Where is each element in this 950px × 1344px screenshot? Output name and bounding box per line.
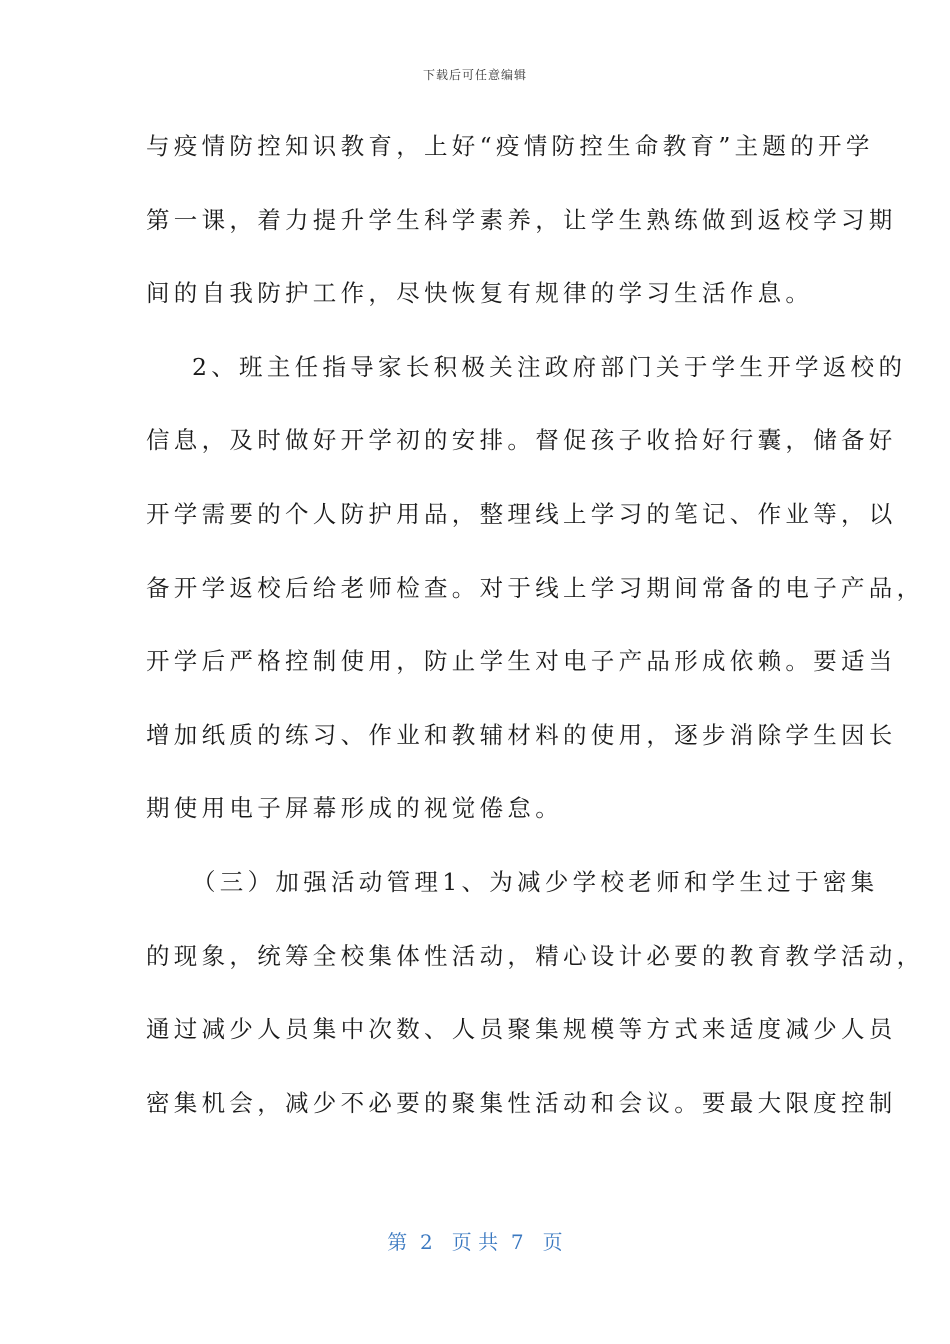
body-line: 信息，及时做好开学初的安排。督促孩子收拾好行囊，储备好: [146, 426, 897, 455]
document-body: [146, 124, 925, 1154]
body-line: 增加纸质的练习、作业和教辅材料的使用，逐步消除学生因长: [146, 720, 897, 749]
body-line: 通过减少人员集中次数、人员聚集规模等方式来适度减少人员: [146, 1015, 897, 1044]
body-line: 间的自我防护工作，尽快恢复有规律的学习生活作息。: [146, 279, 814, 308]
body-line: 的现象，统筹全校集体性活动，精心设计必要的教育教学活动，: [146, 941, 925, 970]
body-line: 期使用电子屏幕形成的视觉倦怠。: [146, 794, 563, 823]
body-line: 开学后严格控制使用，防止学生对电子产品形成依赖。要适当: [146, 647, 897, 676]
body-line: 开学需要的个人防护用品，整理线上学习的笔记、作业等，以: [146, 499, 897, 528]
body-line: 第一课，着力提升学生科学素养，让学生熟练做到返校学习期: [146, 205, 897, 234]
body-line: 2、班主任指导家长积极关注政府部门关于学生开学返校的: [192, 352, 907, 381]
page-number-footer: 第 2 页 共 7 页: [387, 1230, 563, 1254]
header-note: 下载后可任意编辑: [422, 68, 527, 82]
body-line: 密集机会，减少不必要的聚集性活动和会议。要最大限度控制: [146, 1088, 897, 1117]
body-line: 备开学返校后给老师检查。对于线上学习期间常备的电子产品，: [146, 573, 925, 602]
body-line: 与疫情防控知识教育，上好“疫情防控生命教育”主题的开学: [146, 132, 874, 160]
body-line: （三）加强活动管理1、为减少学校老师和学生过于密集: [192, 867, 879, 896]
